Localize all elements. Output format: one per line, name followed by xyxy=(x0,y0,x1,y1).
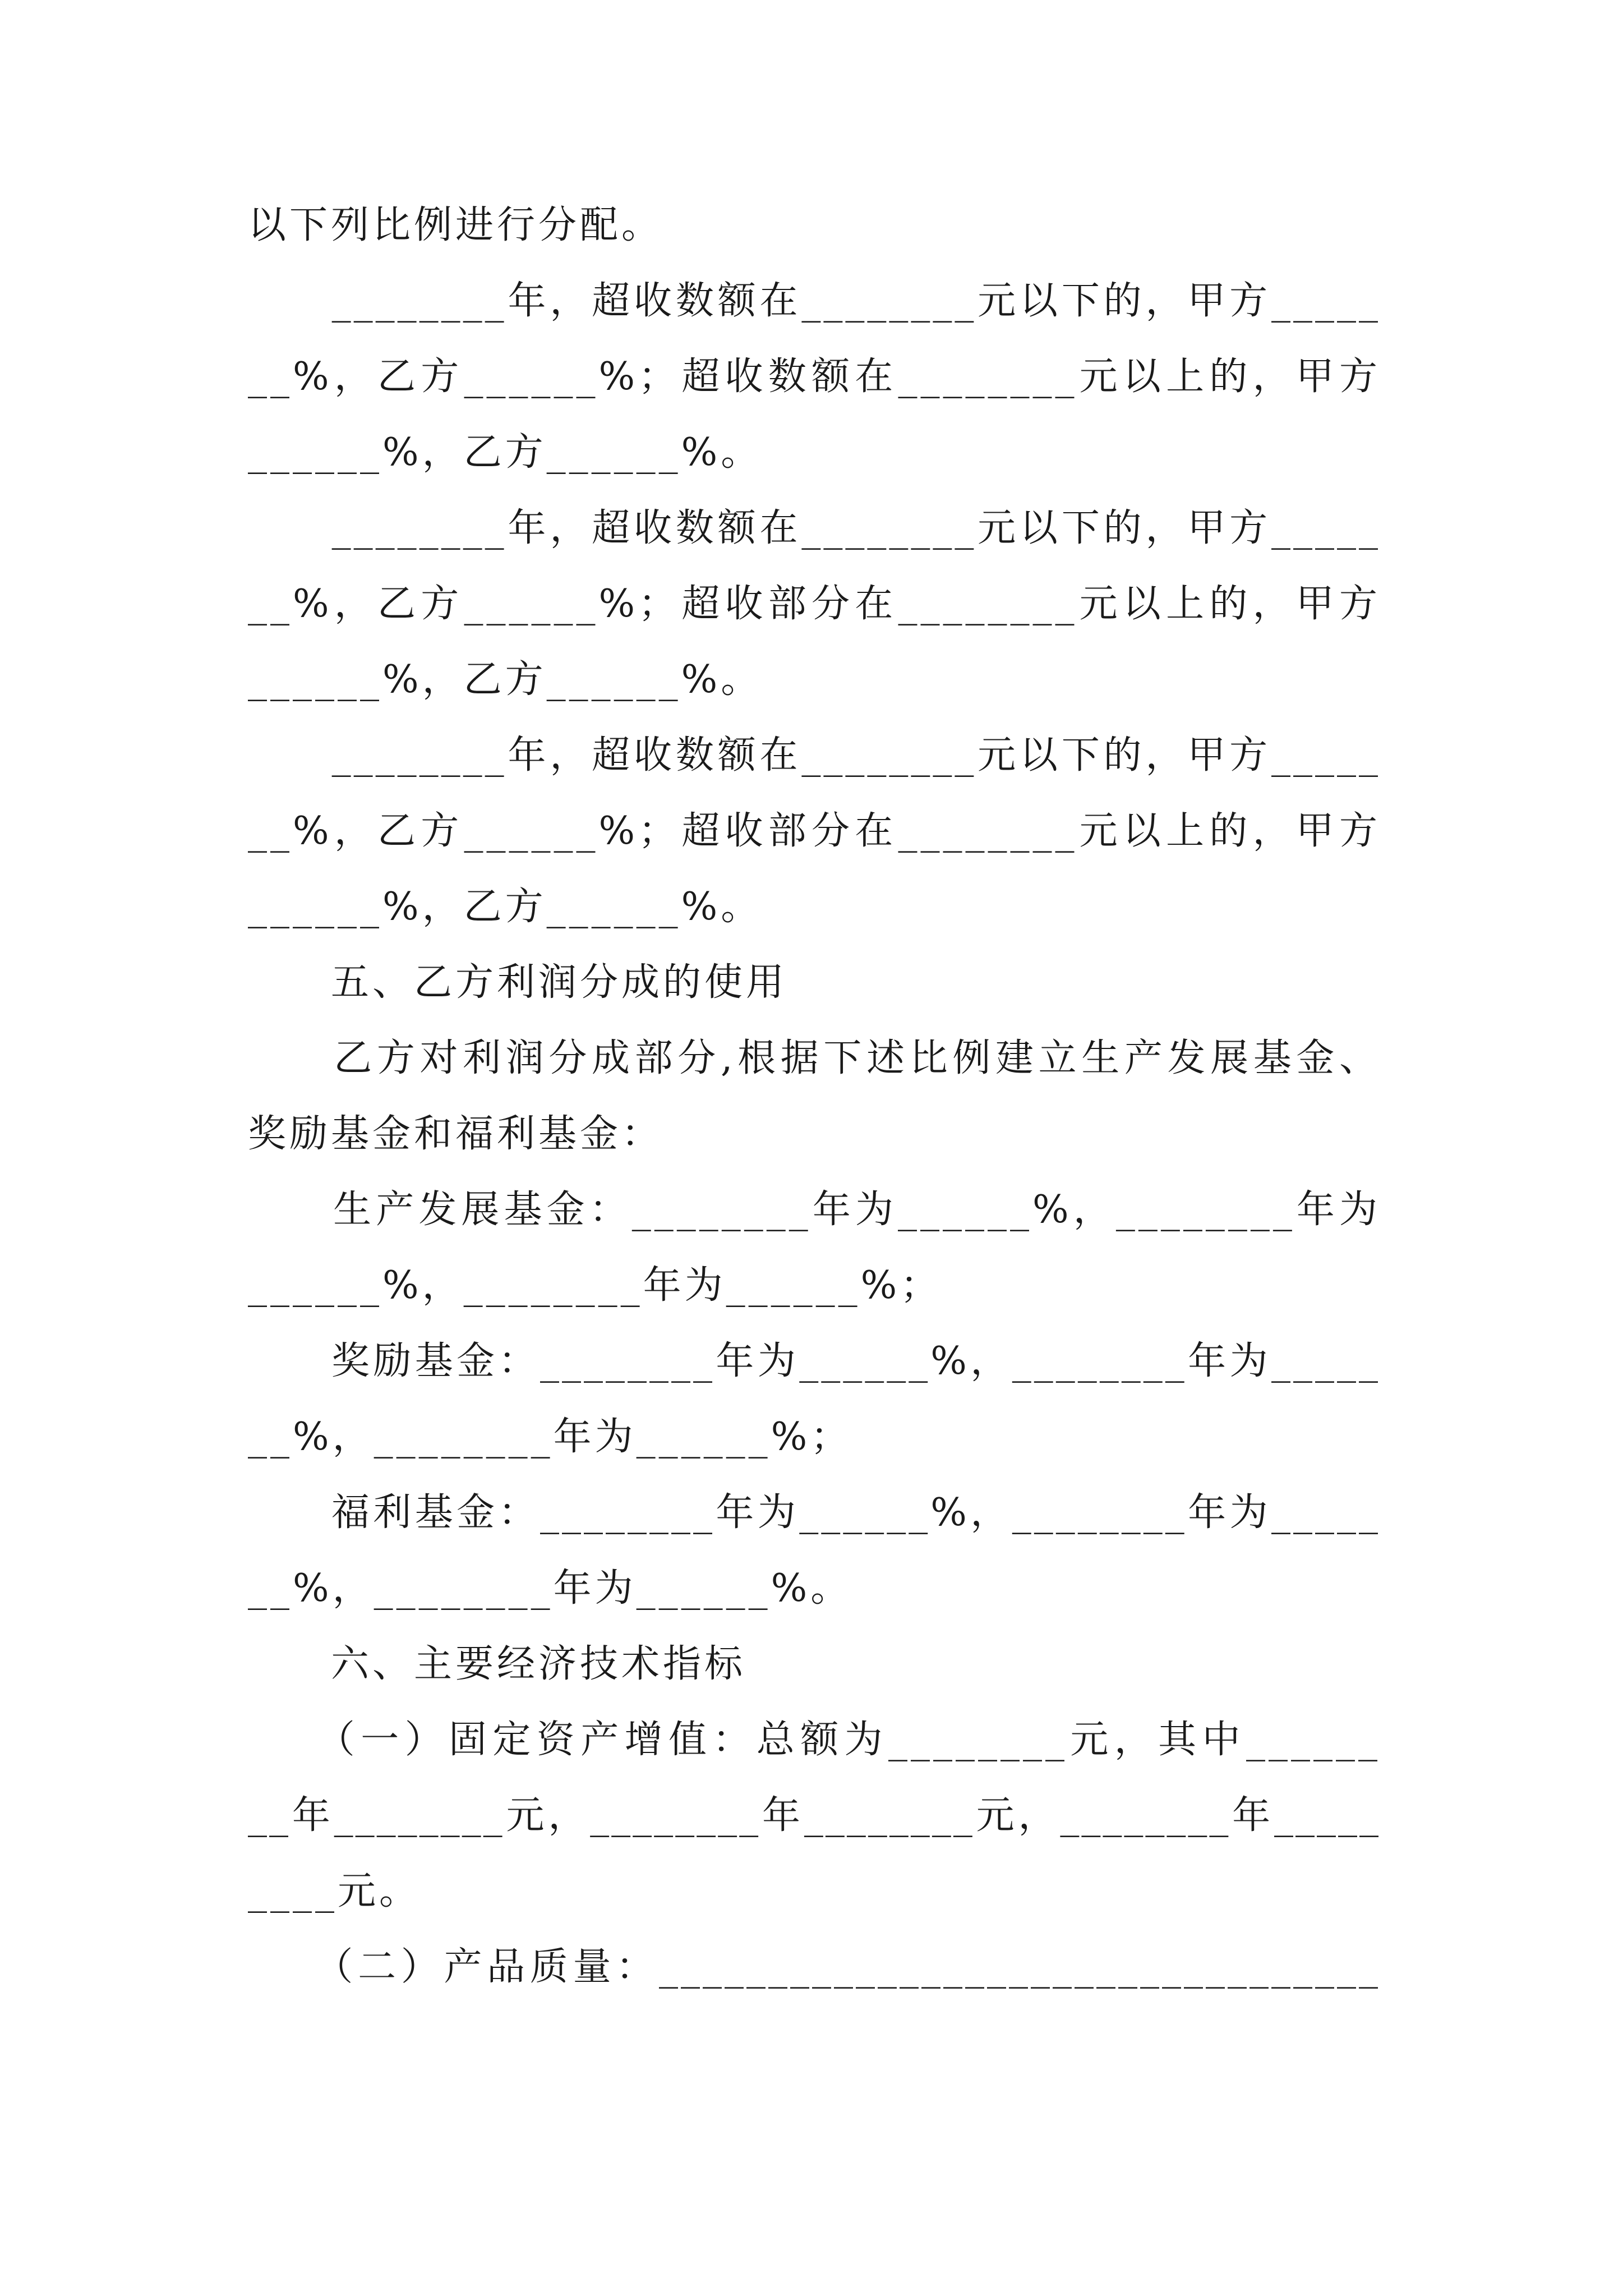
text-line: 生产发展基金：________年为______%，________年为 xyxy=(248,1188,1381,1232)
text-line: ______%，乙方______%。 xyxy=(248,430,763,475)
text-line: 奖励基金和福利基金： xyxy=(248,1112,663,1156)
text-line: ______%，乙方______%。 xyxy=(248,657,763,702)
section-heading: 六、主要经济技术指标 xyxy=(248,1642,746,1686)
text-line: ______%，乙方______%。 xyxy=(248,885,763,929)
text-line: 乙方对利润分成部分,根据下述比例建立生产发展基金、 xyxy=(248,1036,1381,1080)
text-line: __%，________年为______%。 xyxy=(248,1566,852,1611)
text-line: __年________元，________年________元，________年_____ xyxy=(248,1793,1381,1838)
text-line: __%，乙方______%；超收数额在________元以上的，甲方 xyxy=(248,355,1381,399)
text-line: __%，________年为______%； xyxy=(248,1415,852,1459)
text-line: 奖励基金：________年为______%，________年为_____ xyxy=(248,1339,1381,1383)
text-line: ____元。 xyxy=(248,1869,421,1913)
section-heading: 五、乙方利润分成的使用 xyxy=(248,960,788,1005)
text-line: 以下列比例进行分配。 xyxy=(248,203,663,247)
text-line: （一）固定资产增值：总额为________元，其中______ xyxy=(248,1718,1381,1762)
text-line: __%，乙方______%；超收部分在________元以上的，甲方 xyxy=(248,582,1381,626)
text-line: __%，乙方______%；超收部分在________元以上的，甲方 xyxy=(248,809,1381,853)
text-line: ________年，超收数额在________元以下的，甲方_____ xyxy=(248,733,1381,777)
text-line: ________年，超收数额在________元以下的，甲方_____ xyxy=(248,506,1381,550)
text-line: ______%，________年为______%； xyxy=(248,1263,942,1308)
text-line: 福利基金：________年为______%，________年为_____ xyxy=(248,1490,1381,1535)
text-line: （二）产品质量：_________________________________ xyxy=(248,1945,1381,1989)
text-line: ________年，超收数额在________元以下的，甲方_____ xyxy=(248,279,1381,323)
